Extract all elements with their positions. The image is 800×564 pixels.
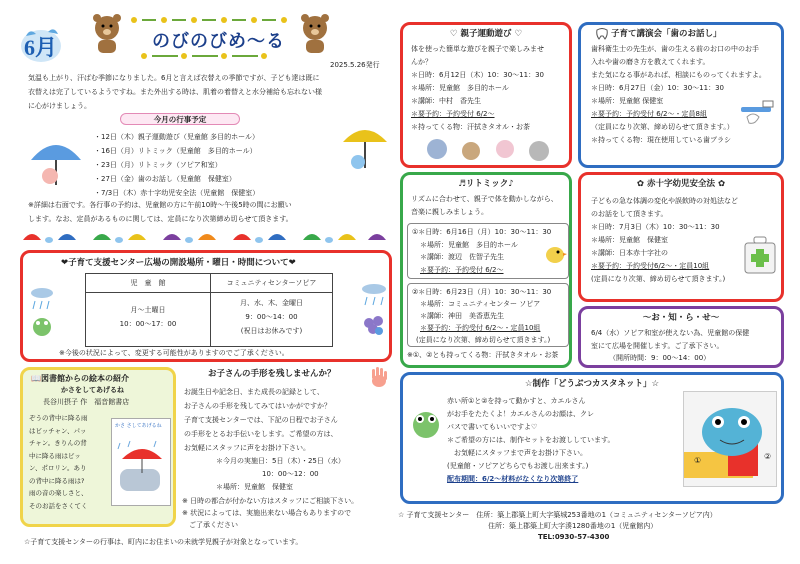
event-item: ・12日（木）親子運動遊び（児童館 多目的ホール） [94,133,259,141]
craft-box [400,372,784,504]
oyako-line: んか？ [411,58,432,66]
handprint-schedule: ＊今月の実施日：5日（木）・25日（水） [216,457,345,465]
redcross-line: ＊場所：児童館 保健室 [591,236,668,244]
rhythmic-s1-line: ①＊日時：6月16日（月）10：30〜11：30 [412,228,552,236]
notice-line: 室にて広場を開催します。ご了承下さい。 [591,341,724,350]
handprint-line: の手形をとるお手伝いをします。ご希望の方は、 [184,430,338,438]
events-title-badge [120,113,240,125]
teeth-title: 子育て講演会「歯のお話し」 [611,29,722,39]
oyako-line: ＊要予約：予約受付 6/2〜 [411,110,495,118]
craft-line: (児童館・ソピアどちらでもお渡し出来ます。) [447,462,589,470]
handprint-body [184,385,390,455]
contact-line: 住所：築上郡築上町大字湊1280番地の1（児童館内） [488,522,658,530]
handprint-line: お誕生日や記念日、また成長の記録として、 [184,388,324,396]
hours-col1-time: 10：00〜17：00 [119,320,177,328]
craft-label-1: ① [694,456,702,465]
frog-icon [29,283,55,343]
redcross-line: ＊要予約：予約受付6/2〜・定員10組 [591,262,710,270]
oyako-title: ♡ 親子運動遊び ♡ [449,29,523,39]
oyako-body [411,43,571,134]
hours-col1-days: 月〜土曜日 [130,306,166,314]
rhythmic-intro-line: 音楽に親しみましょう。 [411,208,488,216]
handprint-line: お子さんの手形を残してみてはいかがですか？ [184,402,331,410]
newsletter-title: のびのびめ〜る [152,31,285,52]
book-text-line: そのお話をさくてく [29,501,88,510]
rhythmic-s1-line: ＊講師：渡辺 佐智子先生 [420,253,504,261]
handprint-note: ※ 日時の都合が付かない方はスタッフにご相談下さい。 [182,497,359,505]
book-text-line: ぞうの背中に降る雨 [29,414,88,422]
redcross-box [578,172,784,302]
book-title: 📖図書館からの絵本の紹介 [31,374,129,383]
animal-mascots-icon [423,137,563,163]
oyako-line: 体を使った簡単な遊びを親子で楽しみませ [411,45,544,53]
intro-text [28,71,388,113]
umbrella-icon [26,130,86,190]
bear-mascot-left [92,14,122,54]
events-list [94,130,354,200]
book-cover-title: かさ さしてあげるね [115,423,162,429]
notice-body [591,327,783,365]
frog-icon [409,405,443,445]
rhythmic-s1-line: ＊場所：児童館 多目的ホール [420,240,518,249]
book-text-line: 中に降る雨はピッ [29,451,81,460]
book-name: かさをしてあげるね [61,386,124,394]
book-text-line: チャン。きりんの背 [29,439,87,447]
craft-line: ＊ご希望の方には、制作セットをお渡ししています。 [447,436,615,444]
redcross-title: ✿ 赤十字幼児安全法 ✿ [636,179,726,189]
oyako-line: ＊持ってくる物：汗拭きタオル・お茶 [411,123,530,131]
intro-line: 衣替えは完了しているようですね。また外出する時は、肌着の着替えと水分補給も忘れない様 [28,88,322,96]
hours-col2-header: コミュニティセンターソピア [226,279,317,287]
oyako-line: ＊場所：児童館 多目的ホール [411,84,509,92]
rhythmic-note: ※①、②とも持ってくる物：汗拭きタオル・お茶 [407,351,559,359]
contact-tel: TEL:0930-57-4300 [538,533,610,541]
teeth-line: （定員になり次第、締め切らせて頂きます。） [591,123,734,131]
bear-mascot-right [300,14,330,54]
craft-line: 赤い所①と②を持って動かすと、カエルさん [447,397,586,405]
handprint-note: ご了承ください [182,521,238,529]
toothbrush-icon [739,95,779,125]
redcross-line: ＊講師：日本赤十字社の [591,249,668,257]
craft-line: パスで書いてもいいですよ♡ [447,423,538,431]
book-box [20,367,176,527]
rhythmic-s2-line: ＊場所：コミュニティセンター ソピア [420,300,541,308]
intro-line: に心がけましょう。 [28,102,91,110]
hydrangea-icon [359,279,389,343]
teeth-line: ＊日時：6月27日（金）10：30〜11：30 [591,84,724,92]
notice-line: 6/4（水）ソピア和室が使えない為、児童館の保健 [591,329,750,337]
redcross-line: (定員になり次第、締め切らせて頂きます。) [591,275,726,283]
craft-label-2: ② [764,452,772,461]
flower-garland-bottom [124,52,300,60]
teeth-box [578,22,784,168]
handprint-line: 子育て支援センターでは、下記の日程でお子さん [184,416,338,424]
first-aid-icon [741,235,779,277]
hours-box [20,250,392,362]
event-item: ・23日（月）リトミック（ソピア和室） [94,161,222,169]
month-label: 6月 [24,35,58,60]
teeth-line: また気になる事があれば、相談にものってくれますよ。 [591,71,766,79]
craft-line: がお手をたたくよ！カエルさんのお顔は、クレ [447,410,594,418]
hours-footnote: ※今後の状況によって、変更する可能性がありますのでご了承ください。 [59,349,289,357]
teeth-line: ＊場所：児童館 保健室 [591,97,664,105]
hours-col2-time: 9：00〜14：00 [245,313,298,321]
frog-craft-photo [683,391,777,487]
teeth-line: ＊持ってくる物：現在使用している歯ブラシ [591,136,731,144]
events-note [28,198,388,226]
month-badge [18,26,64,64]
redcross-line: のお話をして頂きます。 [591,210,668,218]
handprint-section [180,367,392,527]
rhythmic-title: ♬リトミック♪ [458,179,514,189]
tooth-icon [595,28,609,40]
events-title: 今月の行事予定 [153,115,207,124]
craft-body [447,395,677,486]
flower-garland-top [124,15,300,25]
rhythmic-s2-line: (定員になり次第、締め切らせて頂きます。) [416,336,551,344]
handprint-time: 10：00〜12：00 [262,470,319,478]
event-item: ・7/3日（木）赤十字幼児安全法（児童館 保健室） [94,189,260,197]
notice-box [578,306,784,368]
rhythmic-s2-line: ＊要予約：予約受付 6/2〜・定員10組 [420,324,541,332]
event-item: ・16日（月）リトミック（児童館 多目的ホール） [94,147,257,155]
events-note-line: します。なお、定員があるものに関しては、定員になり次第締め切らせて頂きます。 [28,215,293,223]
book-author: 長谷川摂子 作 福音館書店 [43,398,130,406]
handprint-title: お子さんの手形を残しませんか？ [208,369,336,379]
intro-line: 気温も上がり、汗ばむ季節になりました。6月と言えば衣替えの季節ですが、子ども達は既に [28,74,320,82]
oyako-line: ＊日時：6月12日（木）10：30〜11：30 [411,71,544,79]
redcross-line: ＊日時：7月3日（木）10：30〜11：30 [591,223,720,231]
hours-col1-header: 児 童 館 [130,279,166,287]
teeth-line: 歯科衛生士の先生が、歯の生える前のお口の中のお手 [591,45,759,53]
oyako-line: ＊講師：中村 香先生 [411,97,481,105]
contact-block [398,510,788,543]
rhythmic-s2-line: ②＊日時：6月23日（月）10：30〜11：30 [412,288,552,296]
issue-date: 2025.5.26発行 [330,61,380,69]
bird-icon [543,241,567,265]
handprint-line: お気軽にスタッフに声をお掛け下さい。 [184,444,310,452]
oyako-box [400,22,572,168]
notice-title: 〜お・知・ら・せ〜 [642,313,720,323]
rhythmic-s1-line: ＊要予約：予約受付 6/2〜 [420,265,504,274]
umbrella-border [18,228,388,246]
hours-col2-days: 月、水、木、金曜日 [240,299,303,307]
book-cover-image [111,418,171,506]
book-text-line: 雨の音の楽しさと、 [29,489,88,497]
hours-table [85,273,333,347]
redcross-line: 子どもの急な体調の変化や誤飲時の対処法など [591,197,738,205]
book-text-line: の背中に降る雨は? [29,476,85,485]
rhythmic-session-2 [407,283,569,347]
handprint-note: ※ 状況によっては、実施出来ない場合もありますので [182,509,352,517]
events-note-line: ※詳細は右面です。各行事の予約は、児童館の方に午前10時〜午後5時の間にお願い [28,201,292,209]
hours-title: ❤子育て支援センター広場の開設場所・曜日・時間について❤ [61,258,296,268]
contact-line: ☆ 子育て支援センター 住所：築上郡築上町大字築城253番地の1（コミュニティセンターソピア内） [398,511,717,519]
rhythmic-box [400,172,572,368]
book-text-line: はビッチャン、パッ [29,426,87,435]
notice-line: （開所時間：9：00〜14：00） [609,354,711,362]
handprint-notes [182,495,392,531]
teeth-line: ＊要予約：予約受付 6/2〜・定員8組 [591,110,707,118]
hours-col2-note: (祝日はお休みです) [240,327,303,335]
event-item: ・27日（金）歯のお話し（児童館 保健室） [94,175,236,183]
craft-title: ☆制作「どうぶつカスタネット」☆ [524,379,660,389]
footer-note: ☆子育て支援センターの行事は、町内にお住まいの未就学児親子が対象となっています。 [24,538,303,546]
handprint-place: ＊場所：児童館 保健室 [216,483,293,491]
rhythmic-intro-line: リズムに合わせて、親子で体を動かしながら、 [411,195,558,203]
rhythmic-s2-line: ＊講師：神田 美香恵先生 [420,312,504,320]
book-text-line: ン、ポロリン。あり [29,464,87,472]
rhythmic-intro [411,193,571,219]
teeth-line: 入れや歯の磨き方を教えてくれます。 [591,58,710,66]
craft-line: お気軽にスタッフまで声をお掛け下さい。 [447,449,587,457]
book-text [29,412,107,512]
craft-line: 配布期間：6/2〜材料がなくなり次第終了 [447,475,579,483]
